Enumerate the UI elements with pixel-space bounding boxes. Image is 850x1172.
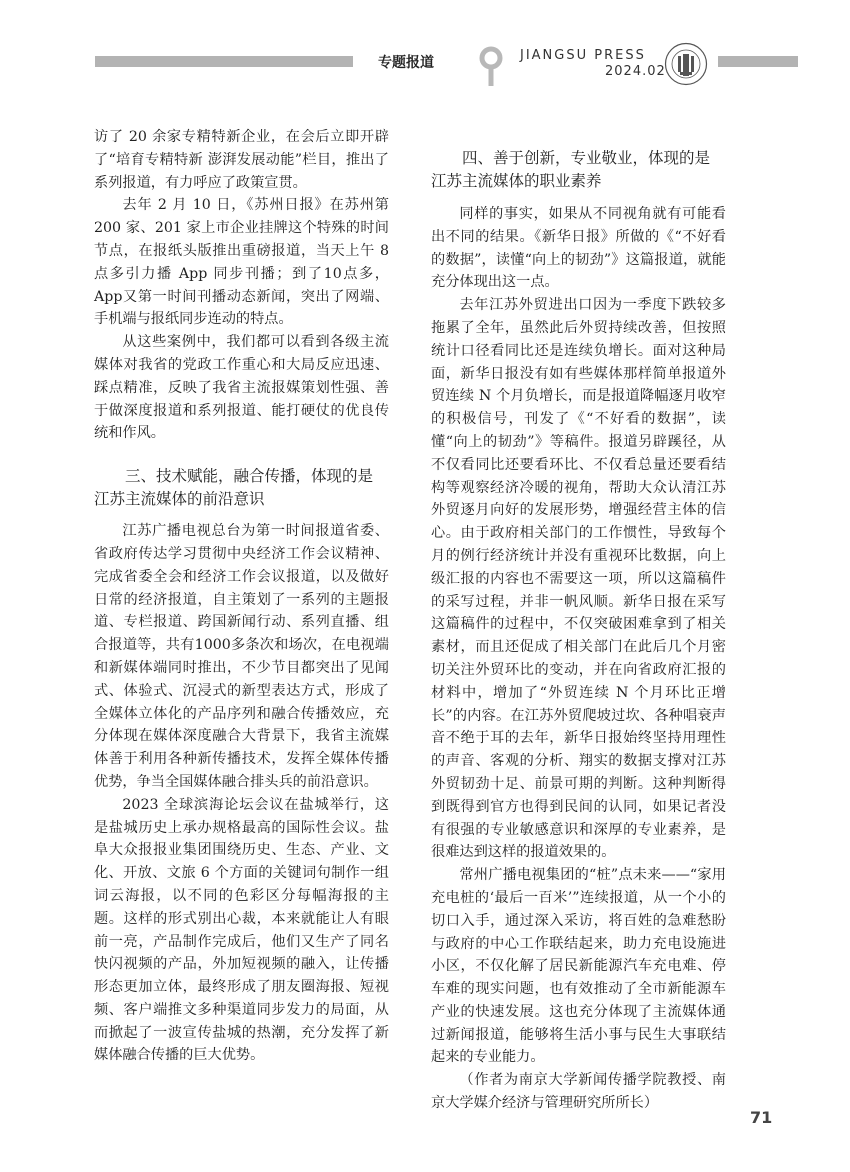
heading-line: 江苏主流媒体的职业素养 bbox=[431, 172, 602, 190]
paragraph: 去年 2 月 10 日，《苏州日报》在苏州第 200 家、201 家上市企业挂牌这个特殊的时间节点，在报纸头版推出重磅报道，当天上午 8 点多引力播 App 同步刊播；到了10点多，App又第一时间刊播动态新闻，突出了网端、手机端与报纸同步连动的特点。 bbox=[94, 197, 389, 328]
section-heading-4 bbox=[431, 147, 726, 193]
page-number: 71 bbox=[750, 1108, 773, 1127]
right-column bbox=[431, 126, 726, 1115]
paragraph: 2023 全球滨海论坛会议在盐城举行，这是盐城历史上承办规格最高的国际性会议。盐阜大众报报业集团围绕历史、生态、产业、文化、开放、文旅 6 个方面的关键词句制作一组词云海报，以不同的色彩区分每幅海报的主题。这样的形式别出心裁，本来就能让人有眼前一亮，产品制作完成后，他们又生产了同名快闪视频的产品，外加短视频的融入，让传播形态更加立体，最终形成了朋友圈海报、短视频、客户端推文多种渠道同步发力的局面，从而掀起了一波宣传盐城的热潮，充分发挥了新媒体融合传播的巨大优势。 bbox=[94, 796, 389, 1064]
magazine-name: JIANGSU PRESS bbox=[520, 48, 646, 63]
heading-line: 江苏主流媒体的前沿意识 bbox=[94, 490, 265, 509]
paragraph: 江苏广播电视总台为第一时间报道省委、省政府传达学习贯彻中央经济工作会议精神、完成省委全会和经济工作会议报道，以及做好日常的经济报道，自主策划了一系列的主题报道、专栏报道、跨国新闻行动、系列直播、组合报道等，共有1000多条次和场次，在电视端和新媒体端同时推出，不少节目都突出了见闻式、体验式、沉浸式的新型表达方式，形成了全媒体立体化的产品序列和融合传播效应，充分体现在媒体深度融合大背景下，我省主流媒体善于利用各种新传播技术，发挥全媒体传播优势，争当全国媒体融合排头兵的前沿意识。 bbox=[94, 523, 389, 790]
author-note: （作者为南京大学新闻传播学院教授、南京大学媒介经济与管理研究所所长） bbox=[431, 1072, 726, 1112]
header-bar-right bbox=[718, 56, 798, 67]
header-bar-left bbox=[95, 56, 353, 67]
left-column bbox=[94, 126, 389, 1067]
paragraph: 去年江苏外贸进出口因为一季度下跌较多拖累了全年，虽然此后外贸持续改善，但按照统计口径看同比还是连续负增长。面对这种局面，新华日报没有如有些媒体那样简单报道外贸连续 N 个月负增长，而是报道降幅逐月收窄的积极信号，刊发了《“不好看的数据”，读懂“向上的韧劲”》等稿件。报道另辟蹊径，从不仅看同比还要看环比、不仅看总量还要看结构等观察经济冷暖的视角，帮助大众认清江苏外贸逐月向好的发展形势，增强经营主体的信心。由于政府相关部门的工作惯性，导致每个月的例行经济统计并没有重视环比数据，向上级汇报的内容也不需要这一项，所以这篇稿件的采写过程，并非一帆风顺。新华日报在采写这篇稿件的过程中，不仅突破困难拿到了相关素材，而且还促成了相关部门在此后几个月密切关注外贸环比的变动，并在向省政府汇报的材料中，增加了“外贸连续 N 个月环比正增长”的内容。在江苏外贸爬坡过坎、各种唱衰声音不绝于耳的去年，新华日报始终坚持用理性的声音、客观的分析、翔实的数据支撑对江苏外贸韧劲十足、前景可期的判断。这种判断得到既得到官方也得到民间的认同，如果记者没有很强的专业敏感意识和深厚的专业素养，是很难达到这样的报道效果的。 bbox=[431, 297, 726, 861]
paragraph: 同样的事实，如果从不同视角就有可能看出不同的结果。《新华日报》所做的《“不好看的数据”，读懂“向上的韧劲”》这篇报道，就能充分体现出这一点。 bbox=[431, 206, 726, 291]
paragraph: 常州广播电视集团的“桩”点未来——“家用充电桩的‘最后一百米’”连续报道，从一个小的切口入手，通过深入采访，将百姓的急难愁盼与政府的中心工作联结起来，助力充电设施进小区，不仅化解了居民新能源汽车充电难、停车难的现实问题，也有效推动了全市新能源车产业的快速发展。这也充分体现了主流媒体通过新闻报道，能够将生活小事与民生大事联结起来的专业能力。 bbox=[431, 867, 726, 1066]
location-pin-icon bbox=[478, 46, 504, 88]
paragraph: 访了 20 余家专精特新企业，在会后立即开辟了“培育专精特新 澎湃发展动能”栏目，推出了系列报道，有力呼应了政策宣贯。 bbox=[94, 129, 389, 191]
paragraph: 从这些案例中，我们都可以看到各级主流媒体对我省的党政工作重心和大局反应迅速、踩点精准，反映了我省主流报媒策划性强、善于做深度报道和系列报道、能打硬仗的优良传统和作风。 bbox=[94, 334, 389, 442]
issue-date: 2024.02 bbox=[605, 64, 666, 79]
magazine-seal-logo bbox=[664, 42, 708, 86]
section-heading-3 bbox=[94, 465, 389, 511]
heading-line: 三、技术赋能，融合传播，体现的是 bbox=[125, 467, 374, 486]
heading-line: 四、善于创新，专业敬业，体现的是 bbox=[462, 149, 711, 167]
section-label: 专题报道 bbox=[378, 55, 434, 71]
